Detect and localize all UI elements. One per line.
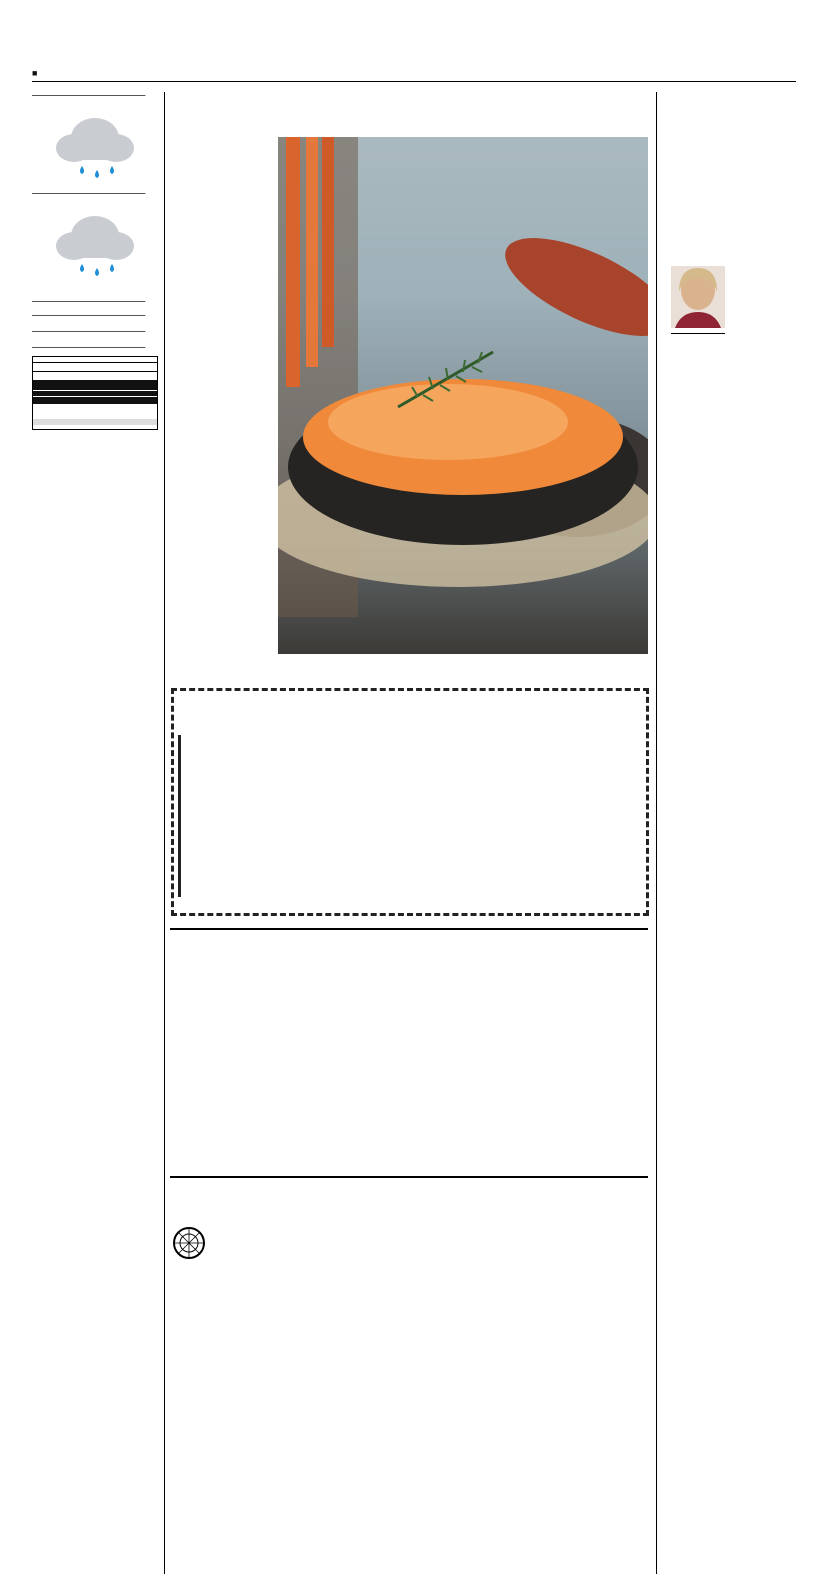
sidebar [32,92,158,430]
horoscope-col-1 [171,1212,323,1580]
recipe-col-1 [190,727,330,750]
datebook-col-1 [171,966,321,986]
digital-only [33,390,157,393]
rain-cloud-icon [50,112,140,184]
today-weather-title [32,92,145,96]
recipe-col-3 [494,727,642,873]
datebook-col-2 [332,966,482,1164]
section-rule [170,1176,648,1178]
folio: ■ [32,68,38,78]
prepare-ahead [494,727,642,873]
section-rule [170,928,648,930]
masthead-box [32,356,158,430]
astrograph-logo [171,1226,207,1263]
recipe-col-2 [339,727,485,895]
zodiac-wheel-icon [172,1226,206,1260]
mug-sub [671,333,725,334]
wed-weather-title [32,190,145,194]
mashed-vegetables-photo [278,137,648,654]
drop-title [32,312,145,316]
horoscope-col-3 [494,1212,648,1580]
miss-title [32,328,145,332]
horoscope-col-2 [332,1212,484,1580]
abby-column [668,262,798,336]
page-header [32,66,796,82]
recipe-box [171,688,649,916]
rates-list [33,384,157,388]
history-2005 [171,974,321,986]
direction-step [190,727,330,750]
column-rule [656,92,657,1574]
columnist-photo [671,266,725,328]
accent-bar [178,735,181,897]
call-title [32,298,145,302]
columnist-mug [671,266,725,334]
corrections-title [32,344,145,348]
rain-cloud-icon [50,210,140,282]
home-delivery [33,380,157,404]
manage-subscription-link[interactable] [33,396,157,400]
fine-print [33,425,157,429]
column-rule [164,92,165,1574]
